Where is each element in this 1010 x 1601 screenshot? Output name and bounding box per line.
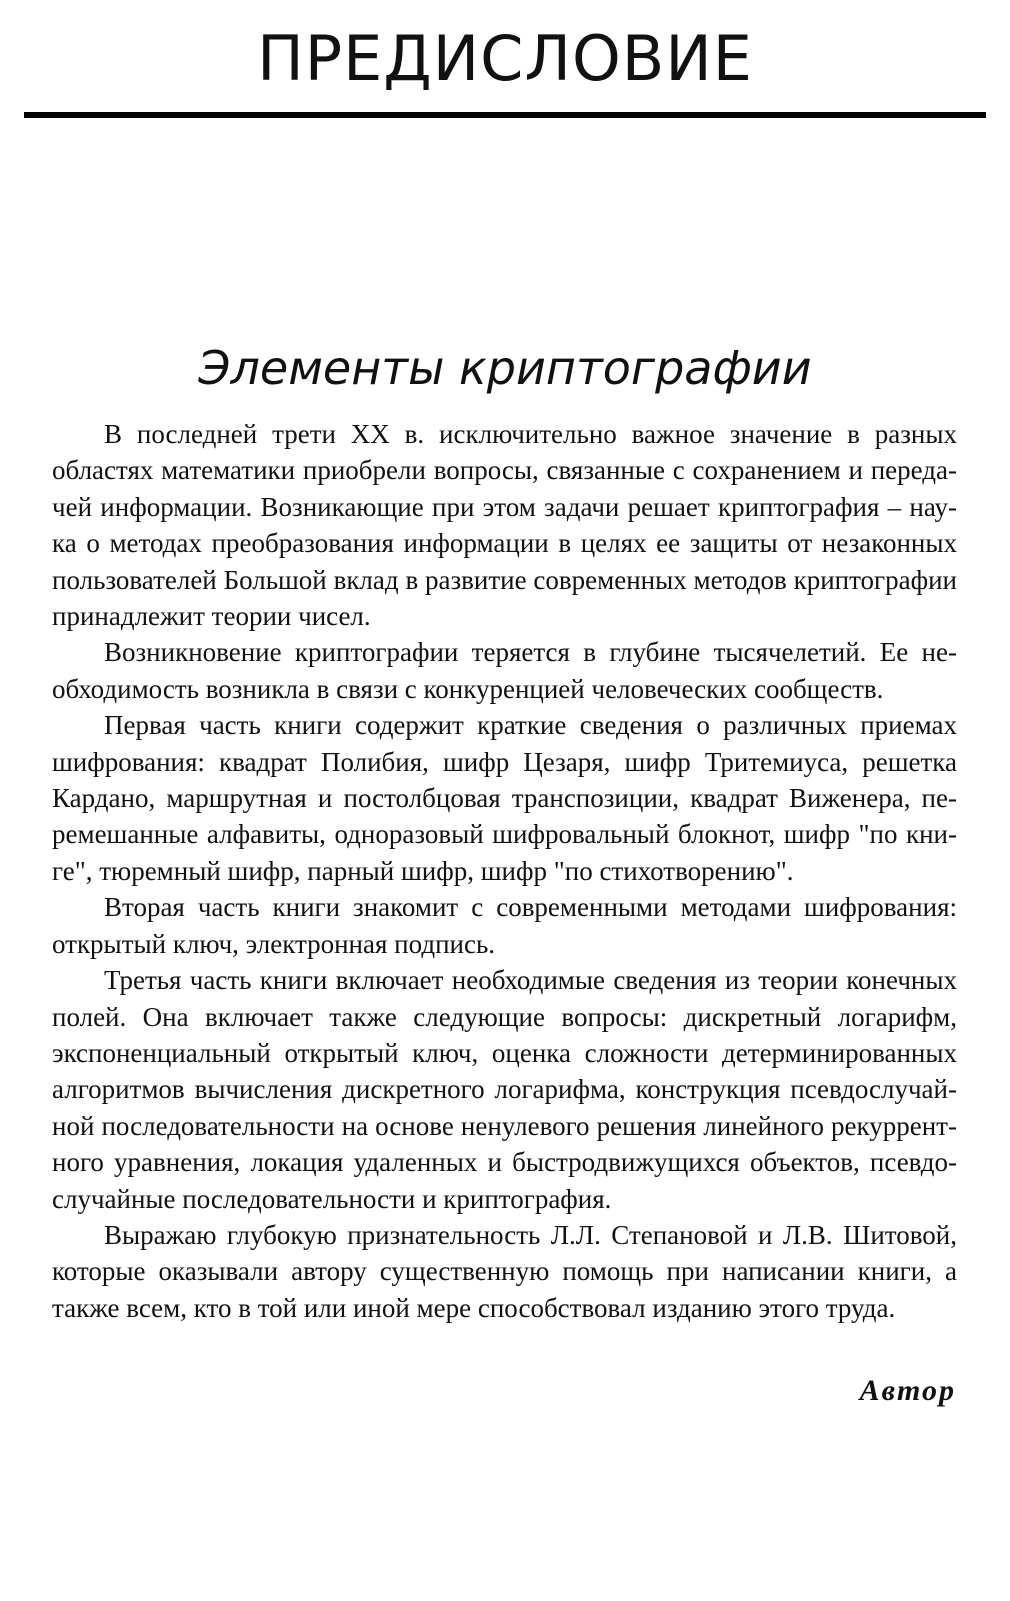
body-text bbox=[52, 416, 957, 1326]
paragraph-3: Первая часть книги содержит краткие сведения о различных приемах шифрования: квадрат Полибия, шифр Цезаря, шифр Тритемиуса, решетка Кардано, маршрутная и постолбцовая транспозиции, квадрат Виженера, перемешанные алфавиты, одноразовый шифровальный блокнот, шифр "по книге", тюремный шифр, парный шифр, шифр "по стихотворению". bbox=[52, 710, 957, 886]
paragraph-2: Возникновение криптографии теряется в глубине тысячелетий. Ее необходимость возникла в связи с конкуренцией человеческих сообществ. bbox=[52, 637, 957, 704]
paragraph-1: В последней трети XX в. исключительно важное значение в разных областях математики приобрели вопросы, связанные с сохранением и передачей информации. Возникающие при этом задачи решает криптография – наука о методах преобразования информации в целях ее защиты от незаконных пользователей Большой вклад в развитие современных методов криптографии принадлежит теории чисел. bbox=[52, 419, 957, 632]
paragraph-4: Вторая часть книги знакомит с современными методами шифрования: открытый ключ, электронная подпись. bbox=[52, 892, 957, 959]
author-signature: Автор bbox=[859, 1374, 956, 1407]
title-underline-rule bbox=[24, 112, 986, 118]
paragraph-5: Третья часть книги включает необходимые сведения из теории конечных полей. Она включает также следующие вопросы: дискретный логарифм, экспоненциальный открытый ключ, оценка сложности детерминированных алгоритмов вычисления дискретного логарифма, конструкция псевдослучайной последовательности на основе ненулевого решения линейного рекуррентного уравнения, локация удаленных и быстродвижущихся объектов, псевдослучайные последовательности и криптография. bbox=[52, 965, 957, 1214]
section-title: Элементы криптографии bbox=[198, 341, 812, 395]
chapter-title: ПРЕДИСЛОВИЕ bbox=[257, 22, 753, 95]
paragraph-6: Выражаю глубокую признательность Л.Л. Степановой и Л.В. Шитовой, которые оказывали автору существенную помощь при написании книги, а также всем, кто в той или иной мере способствовал изданию этого труда. bbox=[52, 1219, 957, 1323]
